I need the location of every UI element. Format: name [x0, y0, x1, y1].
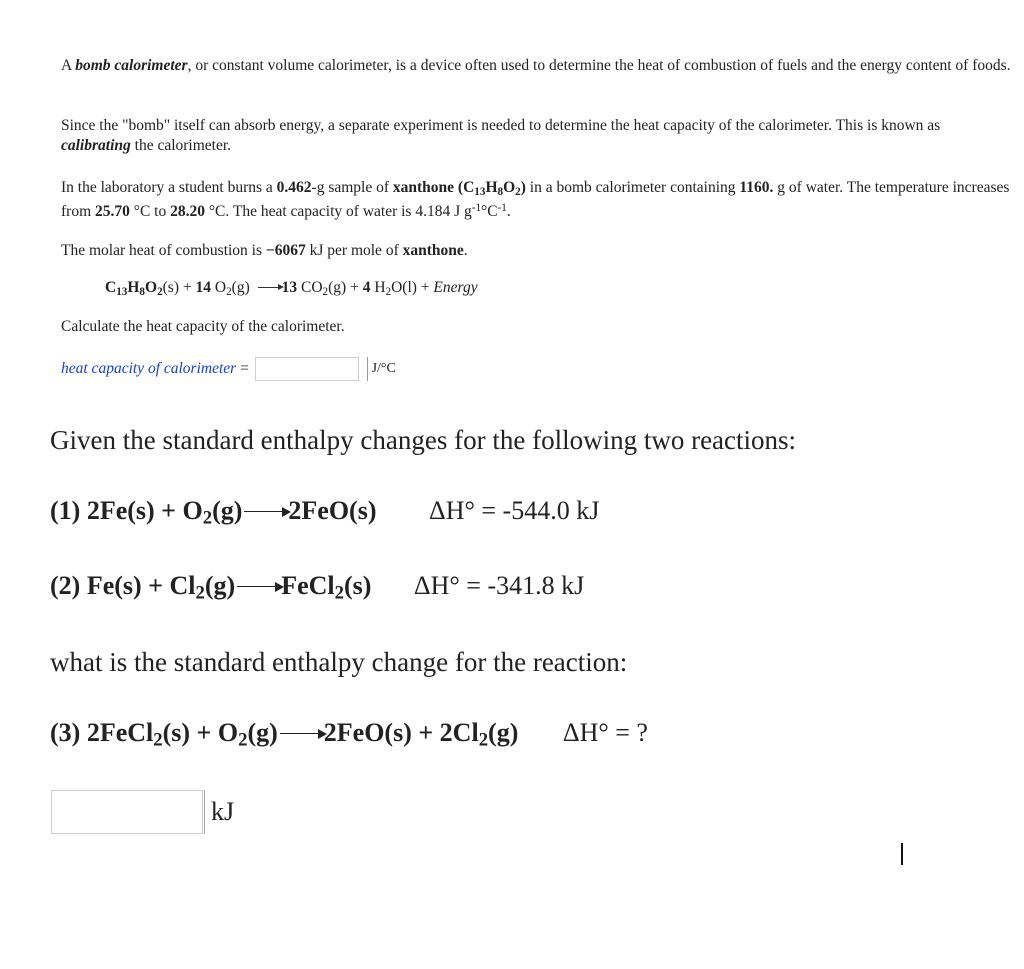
reaction-1: (1) $2Fe(s) + O_2(g)$ 2FeO(s) ΔH° = -544.0 kJ — [50, 496, 600, 529]
hess-question: what is the standard enthalpy change for the reaction: — [50, 647, 628, 677]
intro-paragraph-4: The molar heat of combustion is −6067 kJ per mole of xanthone. — [61, 242, 468, 259]
reaction-arrow-icon — [258, 287, 282, 288]
enthalpy-answer-input[interactable] — [51, 790, 203, 834]
reaction-1-arrow-icon — [244, 511, 288, 512]
water-mass: 1160. — [739, 179, 774, 196]
reaction-2: (2) $Fe(s) + Cl_2(g)$ FeCl$_2$(s) ΔH° = -341.8 kJ — [50, 571, 585, 604]
reaction-3: (3) 2FeCl$_2$(s) + $O_2(g) 2FeO(s) + 2Cl_2(g) \Delta H^\circ$ = ? — [50, 718, 648, 751]
heat-capacity-label: heat capacity of calorimeter — [61, 360, 237, 377]
molar-heat-value: −6067 — [265, 242, 306, 259]
reaction-3-arrow-icon — [280, 733, 324, 734]
intro-paragraph-2: Since the "bomb" itself can absorb energy, a separate experiment is needed to determine the heat capacity of the calorimeter. This is known as calibrating the calorimeter. — [61, 117, 941, 154]
reaction-2-arrow-icon — [237, 586, 281, 587]
heat-capacity-answer-row: heat capacity of calorimeter = J/°C — [61, 356, 396, 382]
sample-mass: 0.462 — [276, 179, 312, 196]
combustion-equation: $C_{13}H_8O_2(s) + 14$ $O_2(g)$ 13 $CO_2(g) + 4$ $H_2O(l)$ + Energy — [105, 279, 478, 298]
calculation-prompt: Calculate the heat capacity of the calorimeter. — [61, 318, 345, 335]
intro-paragraph-1: A bomb calorimeter, or constant volume calorimeter, is a device often used to determine the heat of combustion of fuels and the energy content of foods. — [61, 57, 1011, 74]
heat-capacity-unit: J/°C — [367, 357, 396, 381]
heat-capacity-input[interactable] — [255, 357, 359, 381]
reaction-2-enthalpy: ΔH° = -341.8 kJ — [413, 571, 585, 600]
term-bomb-calorimeter: bomb calorimeter — [75, 57, 188, 74]
enthalpy-answer-unit: kJ — [204, 790, 234, 834]
hess-heading: Given the standard enthalpy changes for the following two reactions: — [50, 425, 797, 455]
reaction-1-enthalpy: ΔH° = -544.0 kJ — [429, 496, 600, 525]
text-cursor-icon — [901, 843, 903, 865]
term-calibrating: calibrating — [61, 137, 131, 154]
compound-name: xanthone — [392, 179, 455, 196]
reaction-3-enthalpy: ΔH° = ? — [562, 718, 648, 747]
initial-temperature: 25.70 — [95, 203, 130, 220]
intro-paragraph-3: In the laboratory a student burns a 0.462-g sample of xanthone $(C_{13}H_8O_2)$ in a bomb calorimeter containing 1160. g of water. The temperature increases from 25.70 °C to 28.20 °C. The heat capacity of water is 4.184 J $g^{-1}^\circ C^{-1}$. — [61, 179, 1010, 220]
final-temperature: 28.20 — [170, 203, 205, 220]
